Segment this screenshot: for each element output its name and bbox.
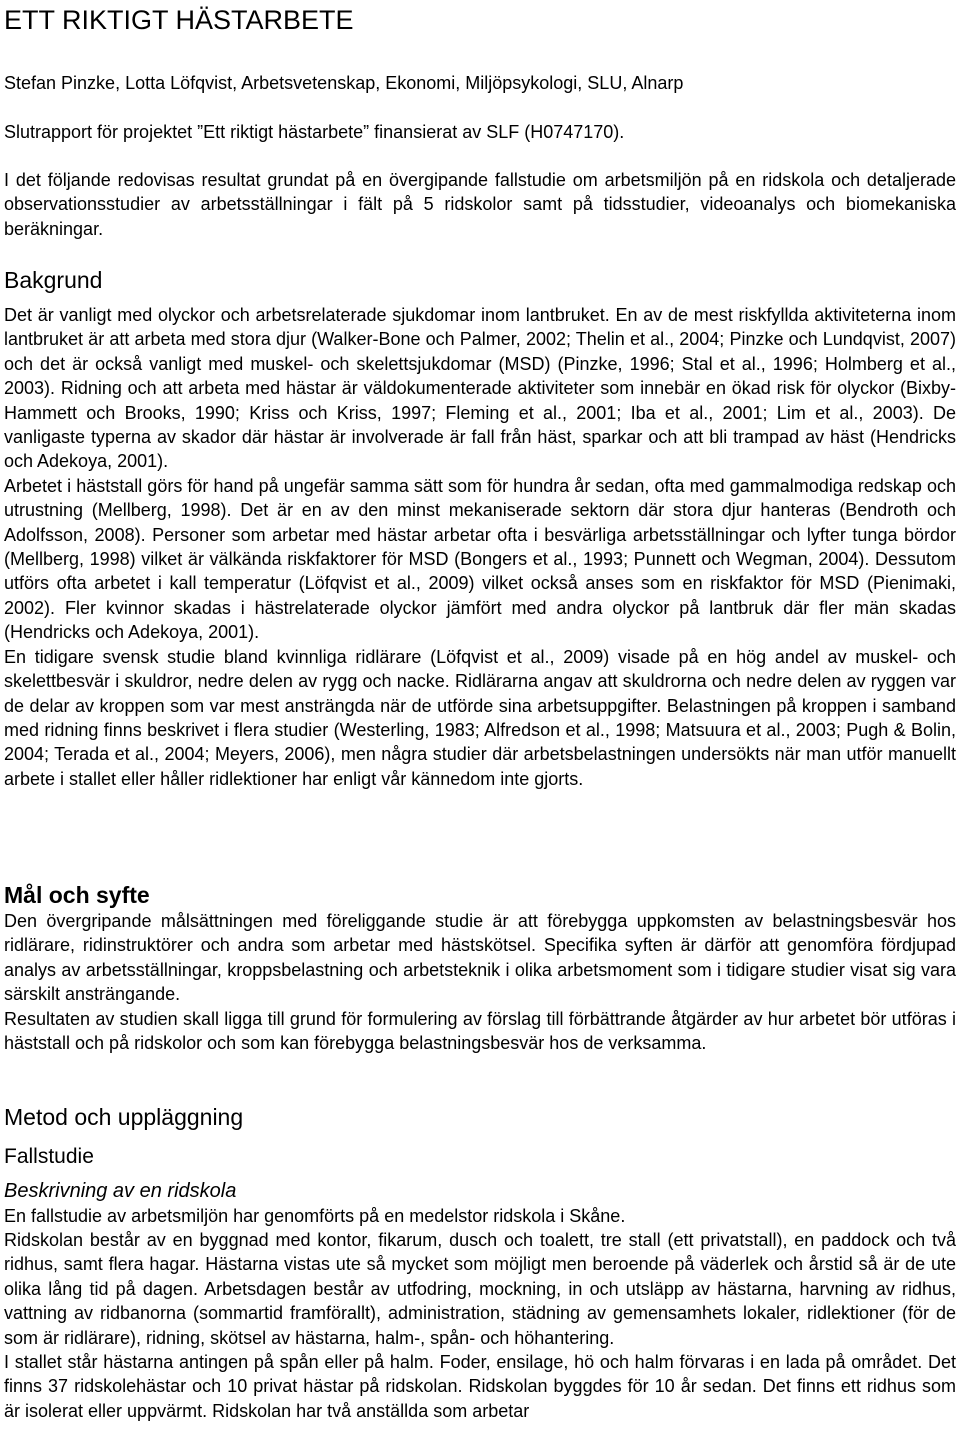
document-title: ETT RIKTIGT HÄSTARBETE <box>4 5 354 35</box>
intro-paragraph <box>4 168 956 241</box>
intro-text: I det följande redovisas resultat grundat på en övergipande fallstudie om arbetsmiljön på en ridskola och detaljerade observationsstudier av arbetsställningar i fält på 5 ridskolor samt på tidsstudier, videoanalys och biomekaniska beräkningar. <box>4 170 956 239</box>
metod-paragraph: I stallet står hästarna antingen på spån eller på halm. Foder, ensilage, hö och halm förvaras i en lada på området. Det finns 37 ridskolehästar och 10 privat hästar på ridskolan. Ridskolan byggdes för 10 år sedan. Det finns ett ridhus som är isolerat eller uppvärmt. Ridskolan har två anställda som arbetar <box>4 1352 956 1421</box>
mal-paragraph: Den övergripande målsättningen med föreliggande studie är att förebygga uppkomsten av belastningsbesvär hos ridlärare, ridinstruktörer och andra som arbetar med hästskötsel. Specifika syften är därför att genomföra fördjupad analys av arbetsställningar, kroppsbelastning och arbetsteknik i olika arbetsmoment som i tidigare studier visat sig vara särskilt ansträngande. <box>4 911 956 1005</box>
section-heading-metod: Metod och uppläggning <box>4 1104 244 1130</box>
mal-och-syfte-body <box>4 909 956 1055</box>
section-heading-bakgrund: Bakgrund <box>4 267 103 293</box>
bakgrund-paragraph: Det är vanligt med olyckor och arbetsrelaterade sjukdomar inom lantbruket. En av de mest riskfyllda aktiviteterna inom lantbruket är att arbeta med stora djur (Walker-Bone och Palmer, 2002; Thelin et al., 2004; Pinzke och Lundqvist, 2007) och det är också vanligt med muskel- och skelettsjukdomar (MSD) (Pinzke, 1996; Stal et al., 1996; Holmberg et al., 2003). Ridning och att arbeta med hästar är väldokumenterade aktiviteter som innebär en ökad risk för olyckor (Bixby-Hammett och Brooks, 1990; Kriss och Kriss, 1997; Fleming et al., 2001; Iba et al., 2001; Lim et al., 2003). De vanligaste typerna av skador där hästar är involverade är fall från häst, sparkar och att bli trampad av häst (Hendricks och Adekoya, 2001). <box>4 305 956 472</box>
bakgrund-body <box>4 303 956 791</box>
mal-paragraph: Resultaten av studien skall ligga till grund för formulering av förslag till förbättrande åtgärder av hur arbetet bör utföras i häststall och på ridskolor och som kan förebygga belastningsbesvär hos de verksamma. <box>4 1008 956 1054</box>
section-heading-mal-och-syfte: Mål och syfte <box>4 882 150 908</box>
fallstudie-first-line: En fallstudie av arbetsmiljön har genomförts på en medelstor ridskola i Skåne. <box>4 1206 626 1226</box>
subsubsection-heading-ridskola: Beskrivning av en ridskola <box>4 1180 237 1202</box>
metod-body <box>4 1228 956 1423</box>
report-line: Slutrapport för projektet ”Ett riktigt hästarbete” finansierat av SLF (H0747170). <box>4 122 625 142</box>
subsection-heading-fallstudie: Fallstudie <box>4 1145 94 1168</box>
metod-paragraph: Ridskolan består av en byggnad med kontor, fikarum, dusch och toalett, tre stall (ett privatstall), en paddock och två ridhus, samt flera hagar. Hästarna vistas ute så mycket som möjligt men beroende på väderlek och årstid så är de ute olika lång tid på dagen. Arbetsdagen består av utfodring, mockning, in och utsläpp av hästarna, harvning av ridhus, vattning av ridbanorna (sommartid framförallt), administration, städning av gemensamhets lokaler, ridlektioner (för de som är ridlärare), ridning, skötsel av hästarna, halm-, spån- och höhantering. <box>4 1230 956 1348</box>
bakgrund-paragraph: Arbetet i häststall görs för hand på ungefär samma sätt som för hundra år sedan, ofta med gammalmodiga redskap och utrustning (Mellberg, 1998). Det är en av den minst mekaniserade sektorn där stora djur hanteras (Bendroth och Adolfsson, 2008). Personer som arbetar med hästar arbetar ofta i besvärliga arbetsställningar och lyfter tunga bördor (Mellberg, 1998) vilket är välkända riskfaktorer för MSD (Bongers et al., 1993; Punnett och Wegman, 2004). Dessutom utförs ofta arbetet i kall temperatur (Löfqvist et al., 2009) vilket också anses som en riskfaktor för MSD (Pienimaki, 2002). Fler kvinnor skadas i hästrelaterade olyckor jämfört med andra olyckor på lantbruk där fler män skadas (Hendricks och Adekoya, 2001). <box>4 475 956 643</box>
bakgrund-paragraph: En tidigare svensk studie bland kvinnliga ridlärare (Löfqvist et al., 2009) visade på en hög andel av muskel- och skelettbesvär i skuldror, nedre delen av rygg och nacke. Ridlärarna angav att skuldrorna och nedre delen av ryggen var de delar av kroppen som var mest ansträngda när de utförde sina arbetsuppgifter. Belastningen på kroppen i samband med ridning finns beskrivet i flera studier (Westerling, 1983; Alfredson et al., 1998; Matsuura et al., 2003; Pugh & Bolin, 2004; Terada et al., 2004; Meyers, 2006), men några studier där arbetsbelastningen undersökts när man utför manuellt arbete i stallet eller håller ridlektioner har enligt vår kännedom inte gjorts. <box>4 646 956 789</box>
authors-line: Stefan Pinzke, Lotta Löfqvist, Arbetsvetenskap, Ekonomi, Miljöpsykologi, SLU, Alnarp <box>4 73 684 93</box>
